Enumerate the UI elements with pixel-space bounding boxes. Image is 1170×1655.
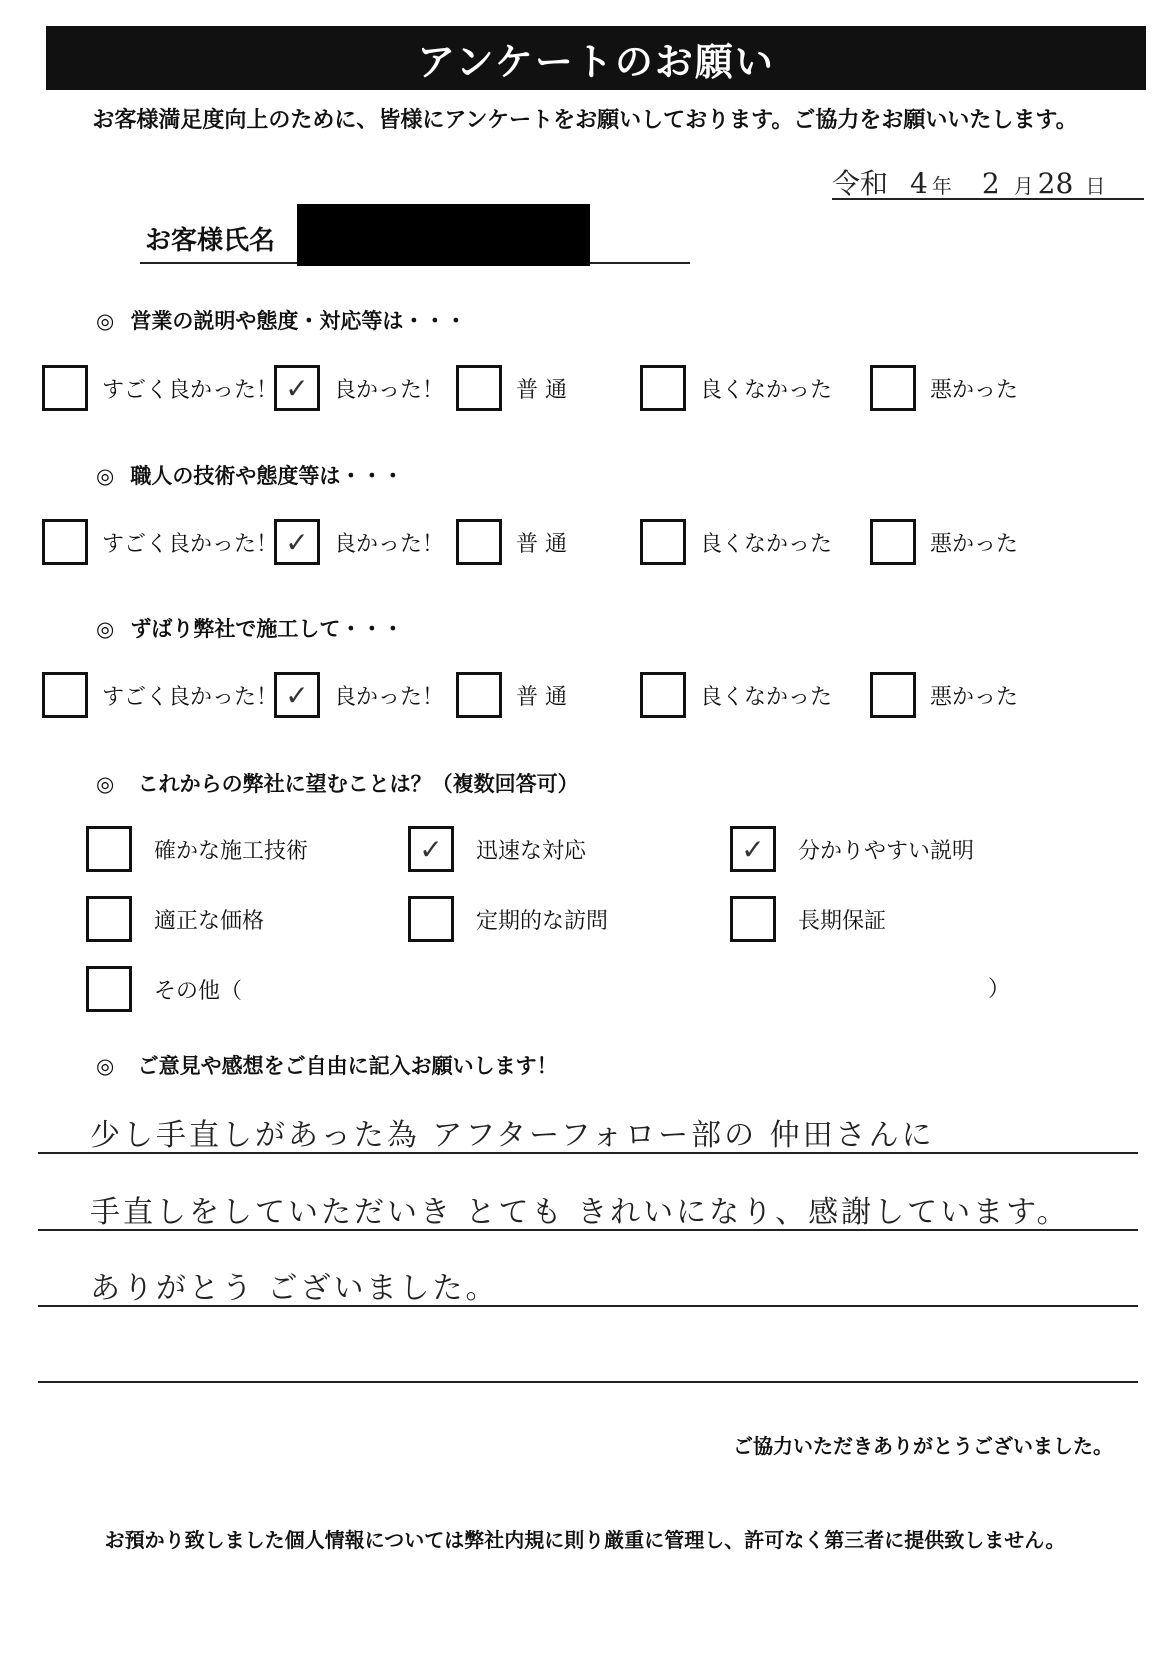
wish-option-label: 迅速な対応 bbox=[476, 838, 587, 864]
rating-checkbox[interactable] bbox=[456, 365, 502, 411]
wish-option-label: 適正な価格 bbox=[154, 908, 265, 934]
survey-title: アンケートのお願い bbox=[46, 26, 1146, 90]
date-day-unit: 日 bbox=[1085, 174, 1106, 198]
wish-option-label: 分かりやすい説明 bbox=[798, 838, 975, 864]
rating-option-label: 良かった！ bbox=[334, 684, 445, 710]
intro-text: お客様満足度向上のために、皆様にアンケートをお願いしております。ご協力をお願いいたします。 bbox=[92, 108, 1078, 133]
thanks-text: ご協力いただきありがとうございました。 bbox=[733, 1434, 1113, 1458]
wish-option[interactable] bbox=[408, 826, 586, 872]
rating-option[interactable] bbox=[456, 365, 567, 411]
mark-icon: ◎ bbox=[96, 464, 115, 488]
rating-option-label: 悪かった bbox=[930, 531, 1019, 557]
rating-checkbox[interactable] bbox=[456, 672, 502, 718]
wish-checkbox[interactable] bbox=[86, 896, 132, 942]
rating-checkbox[interactable] bbox=[640, 365, 686, 411]
wish-checkbox[interactable] bbox=[730, 896, 776, 942]
rating-option[interactable] bbox=[870, 365, 1018, 411]
rating-option[interactable] bbox=[42, 365, 278, 411]
rating-option[interactable] bbox=[274, 365, 444, 411]
rating-option-label: 良かった！ bbox=[334, 377, 445, 403]
mark-icon: ◎ bbox=[96, 1054, 115, 1078]
wish-other-checkbox[interactable] bbox=[86, 966, 132, 1012]
rating-checkbox[interactable] bbox=[42, 672, 88, 718]
date-year: 4 bbox=[910, 167, 928, 200]
checkmark-icon: ✓ bbox=[285, 525, 309, 559]
wishes-question-text: これからの弊社に望むことは？（複数回答可） bbox=[137, 772, 579, 796]
rating-question-text: ずばり弊社で施工して・・・ bbox=[130, 617, 404, 641]
mark-icon: ◎ bbox=[96, 772, 115, 796]
customer-name-label: お客様氏名 bbox=[145, 226, 276, 256]
rating-checkbox[interactable] bbox=[274, 365, 320, 411]
wish-option[interactable] bbox=[86, 896, 264, 942]
wish-option[interactable] bbox=[730, 826, 974, 872]
rating-question-text: 営業の説明や態度・対応等は・・・ bbox=[130, 309, 467, 333]
date-era: 令和 bbox=[832, 167, 889, 200]
rating-option[interactable] bbox=[274, 672, 444, 718]
wish-checkbox[interactable] bbox=[86, 826, 132, 872]
rating-option-label: すごく良かった！ bbox=[102, 531, 279, 557]
wish-other-close: ） bbox=[988, 977, 1011, 1002]
comment-line bbox=[38, 1381, 1138, 1383]
wish-checkbox[interactable] bbox=[408, 896, 454, 942]
wish-option[interactable] bbox=[408, 896, 608, 942]
comments-question bbox=[96, 1050, 558, 1080]
wish-option-label: 確かな施工技術 bbox=[154, 838, 309, 864]
comment-text: 手直しをしていただいき とても きれいになり、感謝しています。 bbox=[90, 1195, 1070, 1230]
rating-option-label: 良くなかった bbox=[700, 684, 833, 710]
rating-option[interactable] bbox=[274, 519, 444, 565]
wish-option[interactable] bbox=[86, 826, 308, 872]
comment-text: ありがとう ございました。 bbox=[90, 1271, 499, 1306]
rating-option[interactable] bbox=[870, 519, 1018, 565]
rating-question bbox=[96, 305, 466, 335]
wish-other-label: その他（ bbox=[154, 978, 243, 1004]
checkmark-icon: ✓ bbox=[419, 832, 443, 866]
mark-icon: ◎ bbox=[96, 617, 115, 641]
privacy-notice: お預かり致しました個人情報については弊社内規に則り厳重に管理し、許可なく第三者に提供致しません。 bbox=[104, 1528, 1066, 1552]
date-month-unit: 月 bbox=[1013, 174, 1034, 198]
comments-question-text: ご意見や感想をご自由に記入お願いします！ bbox=[137, 1054, 558, 1078]
wish-checkbox[interactable] bbox=[408, 826, 454, 872]
rating-option-label: すごく良かった！ bbox=[102, 684, 279, 710]
rating-option[interactable] bbox=[456, 519, 567, 565]
rating-option-label: 普 通 bbox=[516, 377, 567, 403]
rating-option[interactable] bbox=[42, 519, 278, 565]
wish-option-label: 定期的な訪問 bbox=[476, 908, 609, 934]
rating-question bbox=[96, 613, 403, 643]
rating-option[interactable] bbox=[456, 672, 567, 718]
rating-option[interactable] bbox=[42, 672, 278, 718]
rating-option[interactable] bbox=[640, 672, 832, 718]
checkmark-icon: ✓ bbox=[285, 678, 309, 712]
rating-option-label: すごく良かった！ bbox=[102, 377, 279, 403]
rating-option[interactable] bbox=[640, 365, 832, 411]
wish-other-option[interactable] bbox=[86, 966, 242, 1012]
wish-option-label: 長期保証 bbox=[798, 908, 887, 934]
rating-checkbox[interactable] bbox=[870, 365, 916, 411]
checkmark-icon: ✓ bbox=[741, 832, 765, 866]
rating-option[interactable] bbox=[870, 672, 1018, 718]
rating-option-label: 悪かった bbox=[930, 377, 1019, 403]
rating-checkbox[interactable] bbox=[42, 519, 88, 565]
rating-checkbox[interactable] bbox=[274, 672, 320, 718]
date-field[interactable] bbox=[832, 160, 1144, 200]
rating-option-label: 良くなかった bbox=[700, 377, 833, 403]
date-month: 2 bbox=[981, 167, 1000, 200]
date-year-unit: 年 bbox=[931, 174, 952, 198]
checkmark-icon: ✓ bbox=[285, 371, 309, 405]
rating-question-text: 職人の技術や態度等は・・・ bbox=[130, 464, 404, 488]
rating-checkbox[interactable] bbox=[870, 519, 916, 565]
rating-checkbox[interactable] bbox=[870, 672, 916, 718]
wish-checkbox[interactable] bbox=[730, 826, 776, 872]
comment-text: 少し手直しがあった為 アフターフォロー部の 仲田さんに bbox=[90, 1118, 935, 1153]
rating-option-label: 普 通 bbox=[516, 531, 567, 557]
rating-checkbox[interactable] bbox=[42, 365, 88, 411]
rating-checkbox[interactable] bbox=[640, 672, 686, 718]
rating-option-label: 良かった！ bbox=[334, 531, 445, 557]
rating-question bbox=[96, 460, 403, 490]
rating-option[interactable] bbox=[640, 519, 832, 565]
wishes-question bbox=[96, 768, 579, 798]
date-day: 28 bbox=[1037, 167, 1074, 200]
rating-checkbox[interactable] bbox=[640, 519, 686, 565]
rating-option-label: 悪かった bbox=[930, 684, 1019, 710]
rating-option-label: 良くなかった bbox=[700, 531, 833, 557]
wish-option[interactable] bbox=[730, 896, 886, 942]
rating-checkbox[interactable] bbox=[274, 519, 320, 565]
customer-name-redacted bbox=[297, 204, 590, 266]
rating-checkbox[interactable] bbox=[456, 519, 502, 565]
rating-option-label: 普 通 bbox=[516, 684, 567, 710]
mark-icon: ◎ bbox=[96, 309, 115, 333]
